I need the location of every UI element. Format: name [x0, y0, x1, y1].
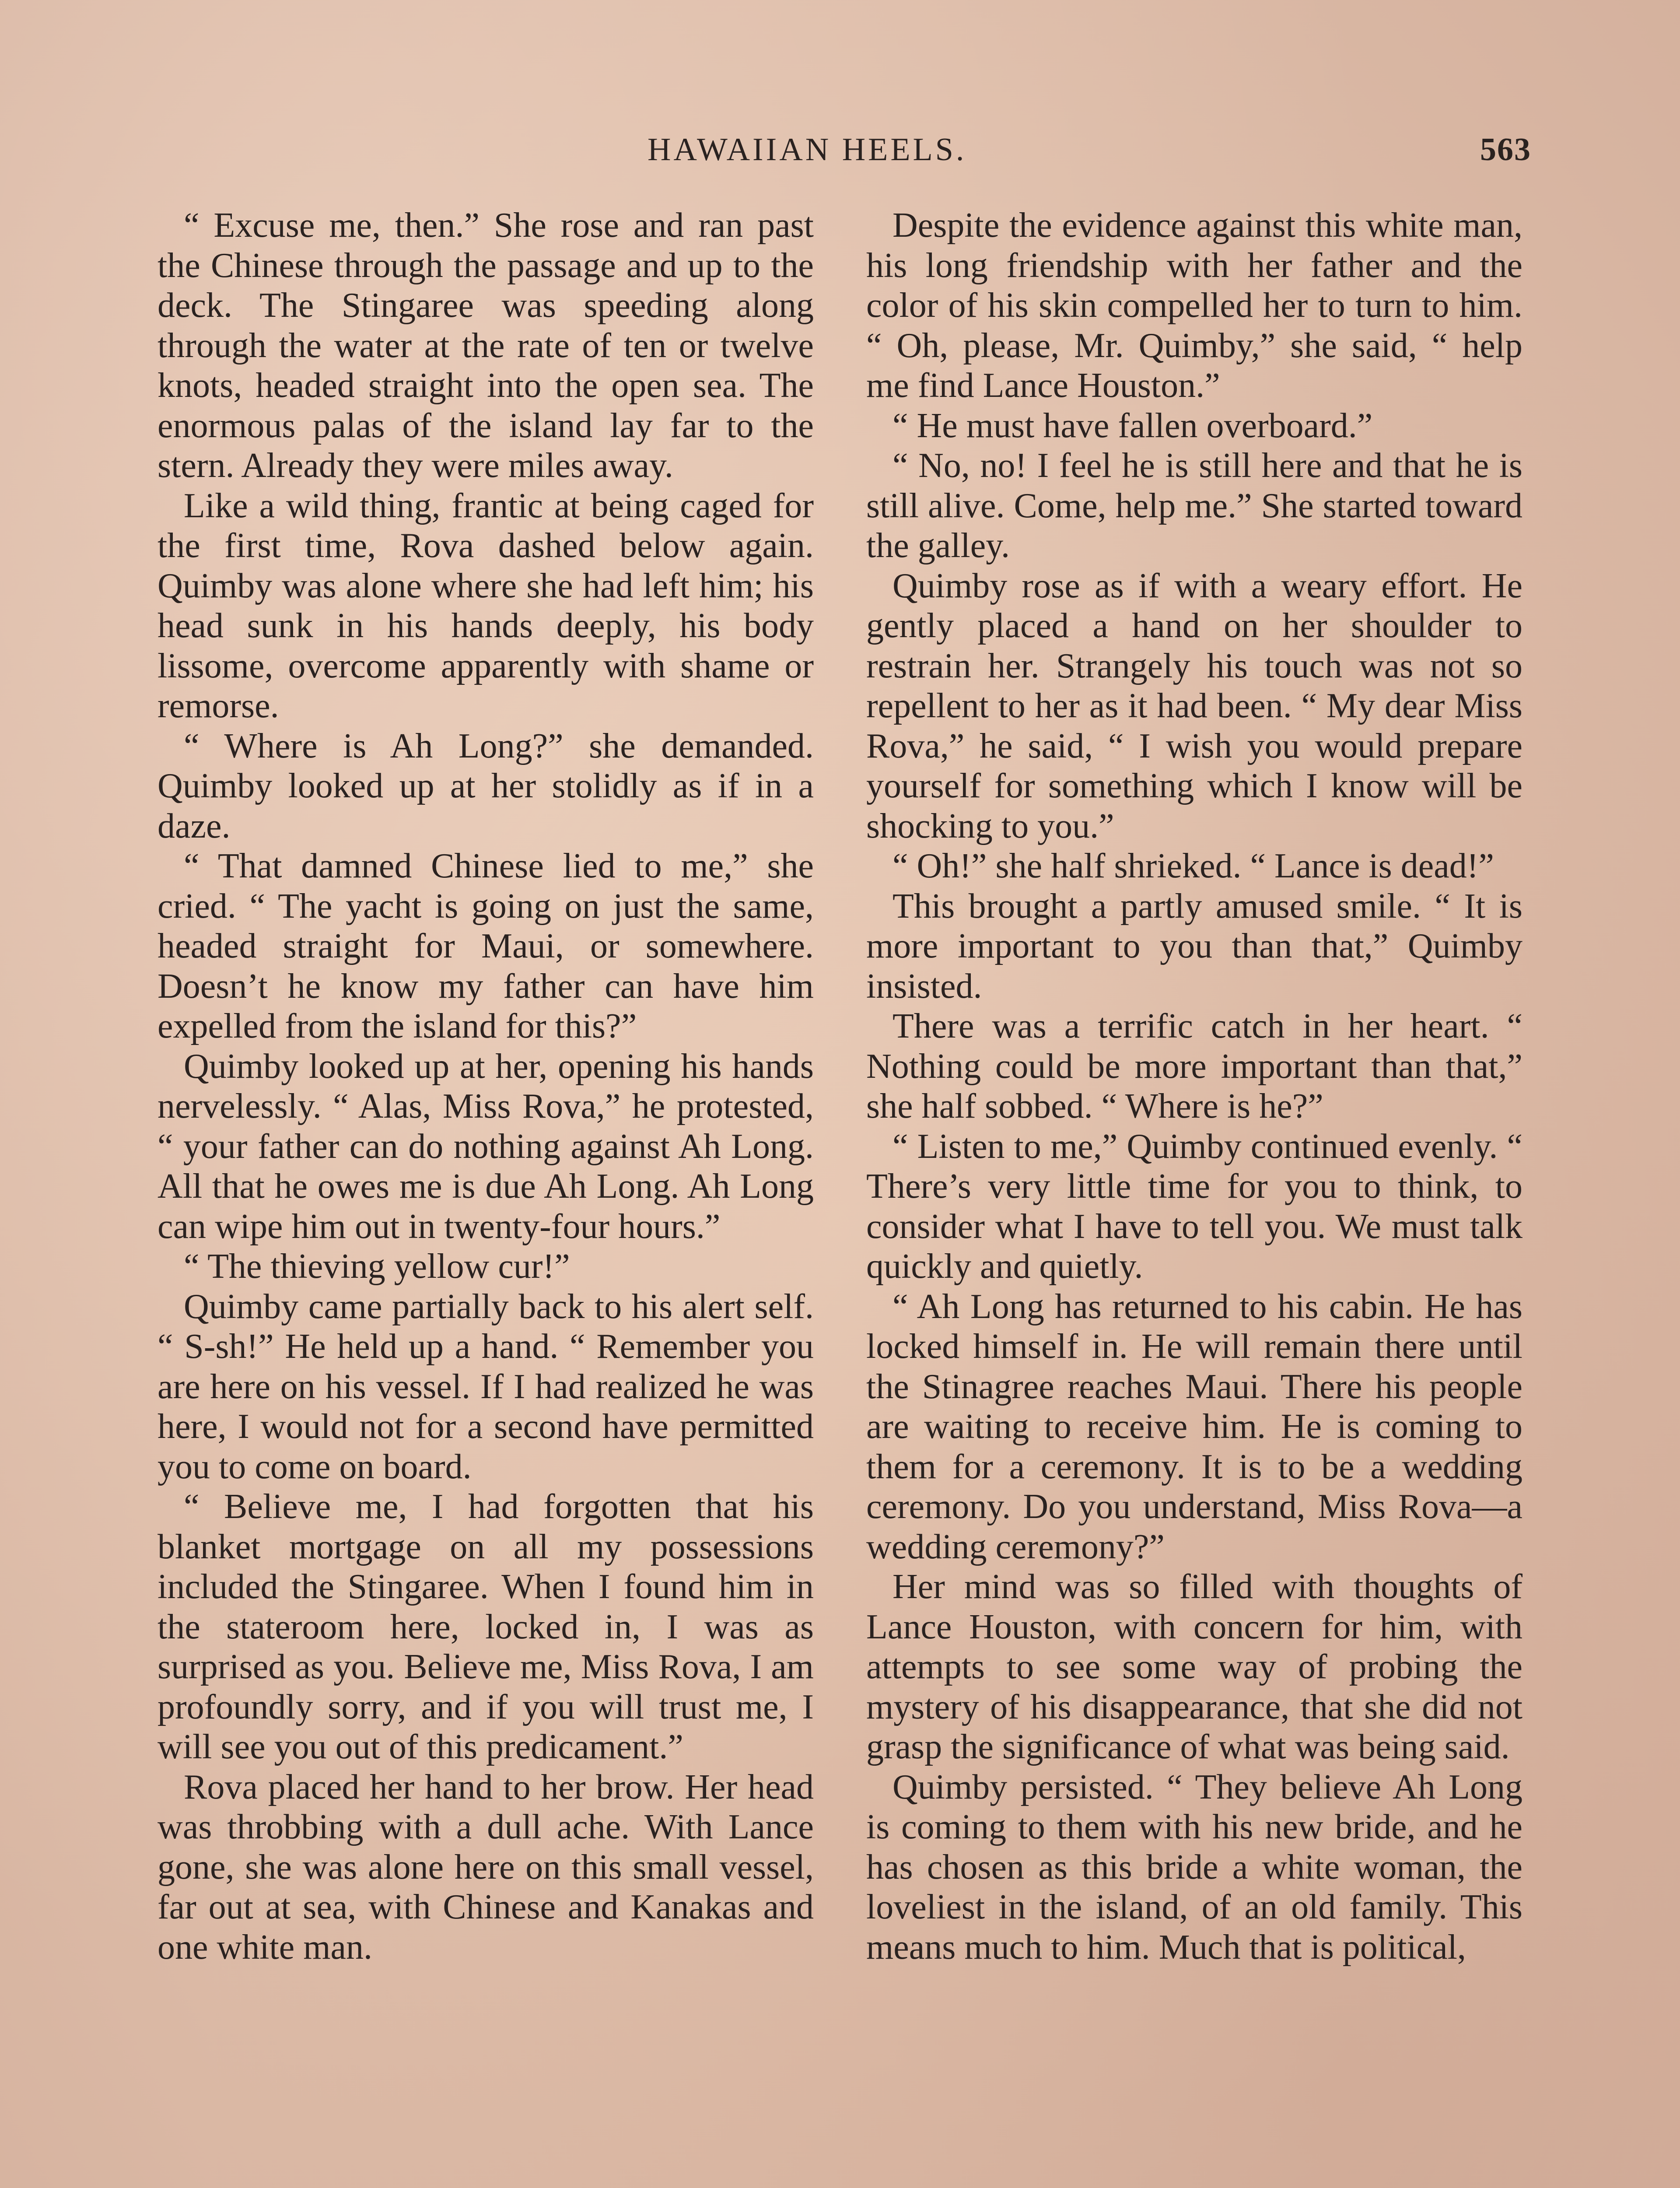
paragraph: “ The thieving yellow cur!” [184, 1247, 570, 1286]
paragraph: There was a terrific catch in her heart. “ Nothing could be more important than that,” she half sobbed. “ Where is he?” [866, 1007, 1522, 1126]
paragraph: “ Listen to me,” Quimby continued evenly. “ There’s very little time for you to think, to consider what I have to tell you. We must talk quickly and quietly. [866, 1127, 1522, 1286]
paragraph: “ Ah Long has returned to his cabin. He has locked himself in. He will remain there until the Stinagree reaches Maui. There his people are waiting to receive him. He is coming to them for a ceremony. It is to be a wedding ceremony. Do you understand, Miss Rova—a wedding ceremony?” [866, 1287, 1522, 1566]
paragraph: Quimby persisted. “ They believe Ah Long is coming to them with his new bride, and he has chosen as this bride a white woman, the loveliest in the island, of an old family. This means much to him. Much that is political, [866, 1767, 1522, 1967]
paragraph: Quimby looked up at her, opening his hands nervelessly. “ Alas, Miss Rova,” he protested, “ your father can do nothing against Ah Long. All that he owes me is due Ah Long. Ah Long can wipe him out in twenty-four hours.” [158, 1047, 814, 1246]
paragraph: Rova placed her hand to her brow. Her head was throbbing with a dull ache. With Lance gone, she was alone here on this small vessel, far out at sea, with Chinese and Kanakas and one white man. [158, 1767, 814, 1967]
paragraph: Quimby came partially back to his alert self. “ S-sh!” He held up a hand. “ Remember you are here on his vessel. If I had realized he was here, I would not for a second have permitted you to come on board. [158, 1287, 814, 1486]
paragraph: “ Oh!” she half shrieked. “ Lance is dead!” [892, 847, 1494, 885]
left-column [158, 206, 814, 2188]
text-columns [158, 206, 1522, 2188]
paragraph: “ Excuse me, then.” She rose and ran past the Chinese through the passage and up to the deck. The Stingaree was speeding along through the water at the rate of ten or twelve knots, headed straight into the open sea. The enormous palas of the island lay far to the stern. Already they were miles away. [158, 206, 814, 485]
running-head [158, 131, 1531, 179]
paragraph: Like a wild thing, frantic at being caged for the first time, Rova dashed below again. Quimby was alone where she had left him; his head sunk in his hands deeply, his body lissome, overcome apparently with shame or remorse. [158, 486, 814, 725]
right-column [866, 206, 1522, 2188]
paragraph: “ He must have fallen overboard.” [892, 406, 1373, 445]
paragraph: “ That damned Chinese lied to me,” she cried. “ The yacht is going on just the same, headed straight for Maui, or somewhere. Doesn’t he know my father can have him expelled from the island for this?” [158, 847, 814, 1045]
paragraph: Her mind was so filled with thoughts of Lance Houston, with concern for him, with attempts to see some way of probing the mystery of his disappearance, that she did not grasp the significance of what was being said. [866, 1567, 1522, 1766]
paragraph: Despite the evidence against this white man, his long friendship with her father and the color of his skin compelled her to turn to him. “ Oh, please, Mr. Quimby,” she said, “ help me find Lance Houston.” [866, 206, 1522, 405]
page-number: 563 [1480, 132, 1531, 168]
paragraph: Quimby rose as if with a weary effort. He gently placed a hand on her shoulder to restrain her. Strangely his touch was not so repellent to her as it had been. “ My dear Miss Rova,” he said, “ I wish you would prepare yourself for something which I know will be shocking to you.” [866, 566, 1522, 845]
running-title: HAWAIIAN HEELS. [648, 132, 967, 168]
paragraph: “ Believe me, I had forgotten that his blanket mortgage on all my possessions included the Stingaree. When I found him in the stateroom here, locked in, I was as surprised as you. Believe me, Miss Rova, I am profoundly sorry, and if you will trust me, I will see you out of this predicament.” [158, 1487, 814, 1766]
paragraph: This brought a partly amused smile. “ It is more important to you than that,” Quimby insisted. [866, 887, 1522, 1006]
paragraph: “ Where is Ah Long?” she demanded. Quimby looked up at her stolidly as if in a daze. [158, 726, 814, 845]
paragraph: “ No, no! I feel he is still here and that he is still alive. Come, help me.” She started toward the galley. [866, 446, 1522, 565]
